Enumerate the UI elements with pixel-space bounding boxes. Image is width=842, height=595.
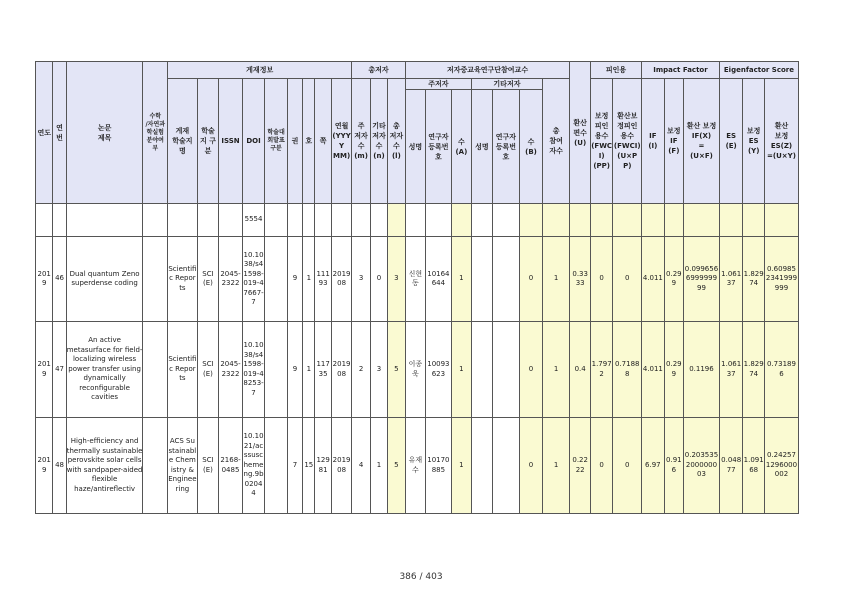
header-volume: 권: [287, 79, 302, 204]
researcher-id-cell: 10093623: [426, 322, 452, 418]
journal-cell: Scientific Reports: [168, 237, 198, 322]
header-corrected-if: 보정 IF (F): [664, 79, 683, 204]
year-cell: 2019: [36, 418, 53, 514]
corrected-citations-cell: 0: [590, 237, 613, 322]
journal-type-cell: SCI(E): [197, 418, 219, 514]
name-cell: 유재수: [405, 418, 425, 514]
if-cell: 6.97: [642, 418, 665, 514]
doi-cell: 10.1021/acssuschemeng.9b02044: [242, 418, 265, 514]
researcher-id-cell: 10170885: [426, 418, 452, 514]
pub-date-cell: 201908: [331, 322, 352, 418]
header-title: 논문 제목: [66, 62, 143, 204]
corrected-citations-cell: 1.7972: [590, 322, 613, 418]
header-total-participants: 총 참여 자수: [542, 79, 570, 204]
corrected-if-cell: 0.299: [664, 322, 683, 418]
volume-cell: 7: [287, 418, 302, 514]
page-cell: 11193: [315, 237, 331, 322]
journal-cell: Scientific Reports: [168, 322, 198, 418]
volume-cell: 9: [287, 322, 302, 418]
header-page: 쪽: [315, 79, 331, 204]
issue-cell: 1: [303, 322, 315, 418]
header-math-field: 수학 /자연과 학실험 분야여 부: [143, 62, 168, 204]
researcher-id-cell: 10164644: [426, 237, 452, 322]
other-authors-cell: 1: [370, 418, 387, 514]
converted-es-cell: 0.609852341999999: [764, 237, 798, 322]
es-cell: 1.06137: [719, 322, 743, 418]
header-main-authors: 주 저자 수 (m): [352, 79, 370, 204]
issn-cell: 2045-2322: [219, 237, 243, 322]
main-authors-cell: 4: [352, 418, 370, 514]
year-cell: 2019: [36, 322, 53, 418]
year-cell: 2019: [36, 237, 53, 322]
seq-cell: 46: [53, 237, 66, 322]
converted-citations-cell: 0: [613, 418, 642, 514]
converted-es-cell: 0.242571296000002: [764, 418, 798, 514]
corrected-es-cell: 1.82974: [743, 322, 765, 418]
if-cell: 4.011: [642, 322, 665, 418]
journal-type-cell: SCI(E): [197, 237, 219, 322]
header-corrected-citations: 보정 피인 용수 (FWC I) (PP): [590, 79, 613, 204]
total-authors-cell: 3: [388, 237, 405, 322]
converted-if-cell: 0.099656699999999: [684, 237, 720, 322]
header-converted-if: 환산 보정 IF(X) = (U×F): [684, 79, 720, 204]
issn-cell: 2168-0485: [219, 418, 243, 514]
doi-cell: 10.1038/s41598-019-48253-7: [242, 322, 265, 418]
header-other-name: 성명: [472, 90, 492, 204]
converted-score-cell: 0.2222: [570, 418, 590, 514]
header-publication-info: 게재정보: [168, 62, 352, 79]
other-authors-cell: 0: [370, 237, 387, 322]
header-pub-date: 연월 (YYYY MM): [331, 79, 352, 204]
header-participating-faculty: 저자중교육연구단참여교수: [405, 62, 570, 79]
header-count-a: 수 (A): [451, 90, 471, 204]
header-total-authors: 총저자: [352, 62, 405, 79]
if-cell: 4.011: [642, 237, 665, 322]
header-other-authors: 기타 저자 수 (n): [370, 79, 387, 204]
header-count-b: 수 (B): [520, 90, 543, 204]
report-sheet: [35, 61, 799, 514]
corrected-citations-cell: 0: [590, 418, 613, 514]
count-b-cell: 0: [520, 237, 543, 322]
converted-citations-cell: 0.71888: [613, 322, 642, 418]
table-row: [36, 237, 799, 322]
header-citations: 피인용: [590, 62, 641, 79]
pub-date-cell: 201908: [331, 418, 352, 514]
header-converted-es: 환산 보정 ES(Z) =(U×Y): [764, 79, 798, 204]
corrected-if-cell: 0.916: [664, 418, 683, 514]
total-authors-cell: 5: [388, 418, 405, 514]
header-converted-score: 환산 편수 (U): [570, 62, 590, 204]
doi-cell: 10.1038/s41598-019-47667-7: [242, 237, 265, 322]
header-converted-citations: 환산보 정피인 용수 (FWCI) (U×PP): [613, 79, 642, 204]
es-cell: 1.06137: [719, 237, 743, 322]
header-main-author-group: 주저자: [405, 79, 472, 90]
publication-table: [35, 61, 799, 514]
es-cell: 0.04877: [719, 418, 743, 514]
header-main-researcher-id: 연구자 등록번 호: [426, 90, 452, 204]
converted-if-cell: 0.1196: [684, 322, 720, 418]
table-row: [36, 418, 799, 514]
journal-cell: ACS Sustainable Chemistry & Engineering: [168, 418, 198, 514]
converted-es-cell: 0.731896: [764, 322, 798, 418]
other-authors-cell: 3: [370, 322, 387, 418]
header-corrected-es: 보정 ES (Y): [743, 79, 765, 204]
total-participants-cell: 1: [542, 418, 570, 514]
main-authors-cell: 2: [352, 322, 370, 418]
main-authors-cell: 3: [352, 237, 370, 322]
converted-score-cell: 0.3333: [570, 237, 590, 322]
count-a-cell: 1: [451, 418, 471, 514]
seq-cell: 48: [53, 418, 66, 514]
header-year: 연도: [36, 62, 53, 204]
count-a-cell: 1: [451, 322, 471, 418]
header-issn: ISSN: [219, 79, 243, 204]
doi-cell: 5554: [242, 204, 265, 237]
header-journal-type: 학술 지 구 분: [197, 79, 219, 204]
header-eigenfactor: Eigenfactor Score: [719, 62, 798, 79]
header-es: ES (E): [719, 79, 743, 204]
header-other-author-group: 기타저자: [472, 79, 543, 90]
header-if: IF (I): [642, 79, 665, 204]
header-seq: 연번: [53, 62, 66, 204]
title-cell: Dual quantum Zeno superdense coding: [66, 237, 143, 322]
header-journal-type2: 학술대 회발표 구분: [265, 79, 288, 204]
name-cell: 이종욱: [405, 322, 425, 418]
title-cell: An active metasurface for field-localizing wireless power transfer using dynamically reconfigurable cavities: [66, 322, 143, 418]
journal-type-cell: SCI(E): [197, 322, 219, 418]
total-participants-cell: 1: [542, 322, 570, 418]
total-authors-cell: 5: [388, 322, 405, 418]
issue-cell: 15: [303, 418, 315, 514]
count-a-cell: 1: [451, 237, 471, 322]
header-journal-name: 게재 학술지 명: [168, 79, 198, 204]
corrected-if-cell: 0.299: [664, 237, 683, 322]
issue-cell: 1: [303, 237, 315, 322]
count-b-cell: 0: [520, 322, 543, 418]
converted-if-cell: 0.203535200000003: [684, 418, 720, 514]
header-other-researcher-id: 연구자 등록번 호: [492, 90, 520, 204]
total-participants-cell: 1: [542, 237, 570, 322]
table-row-continuation: [36, 204, 799, 237]
converted-score-cell: 0.4: [570, 322, 590, 418]
header-issue: 호: [303, 79, 315, 204]
corrected-es-cell: 1.82974: [743, 237, 765, 322]
page-number: 386 / 403: [399, 572, 443, 582]
title-cell: High-efficiency and thermally sustainable perovskite solar cells with sandpaper-aided flexible haze/antireflectiv: [66, 418, 143, 514]
page-cell: 11735: [315, 322, 331, 418]
header-total-count: 총 저자 수 (l): [388, 79, 405, 204]
converted-citations-cell: 0: [613, 237, 642, 322]
seq-cell: 47: [53, 322, 66, 418]
header-doi: DOI: [242, 79, 265, 204]
name-cell: 신현동: [405, 237, 425, 322]
table-row: [36, 322, 799, 418]
pub-date-cell: 201908: [331, 237, 352, 322]
issn-cell: 2045-2322: [219, 322, 243, 418]
volume-cell: 9: [287, 237, 302, 322]
count-b-cell: 0: [520, 418, 543, 514]
page-cell: 12981: [315, 418, 331, 514]
header-impact-factor: Impact Factor: [642, 62, 720, 79]
header-main-name: 성명: [405, 90, 425, 204]
corrected-es-cell: 1.09168: [743, 418, 765, 514]
